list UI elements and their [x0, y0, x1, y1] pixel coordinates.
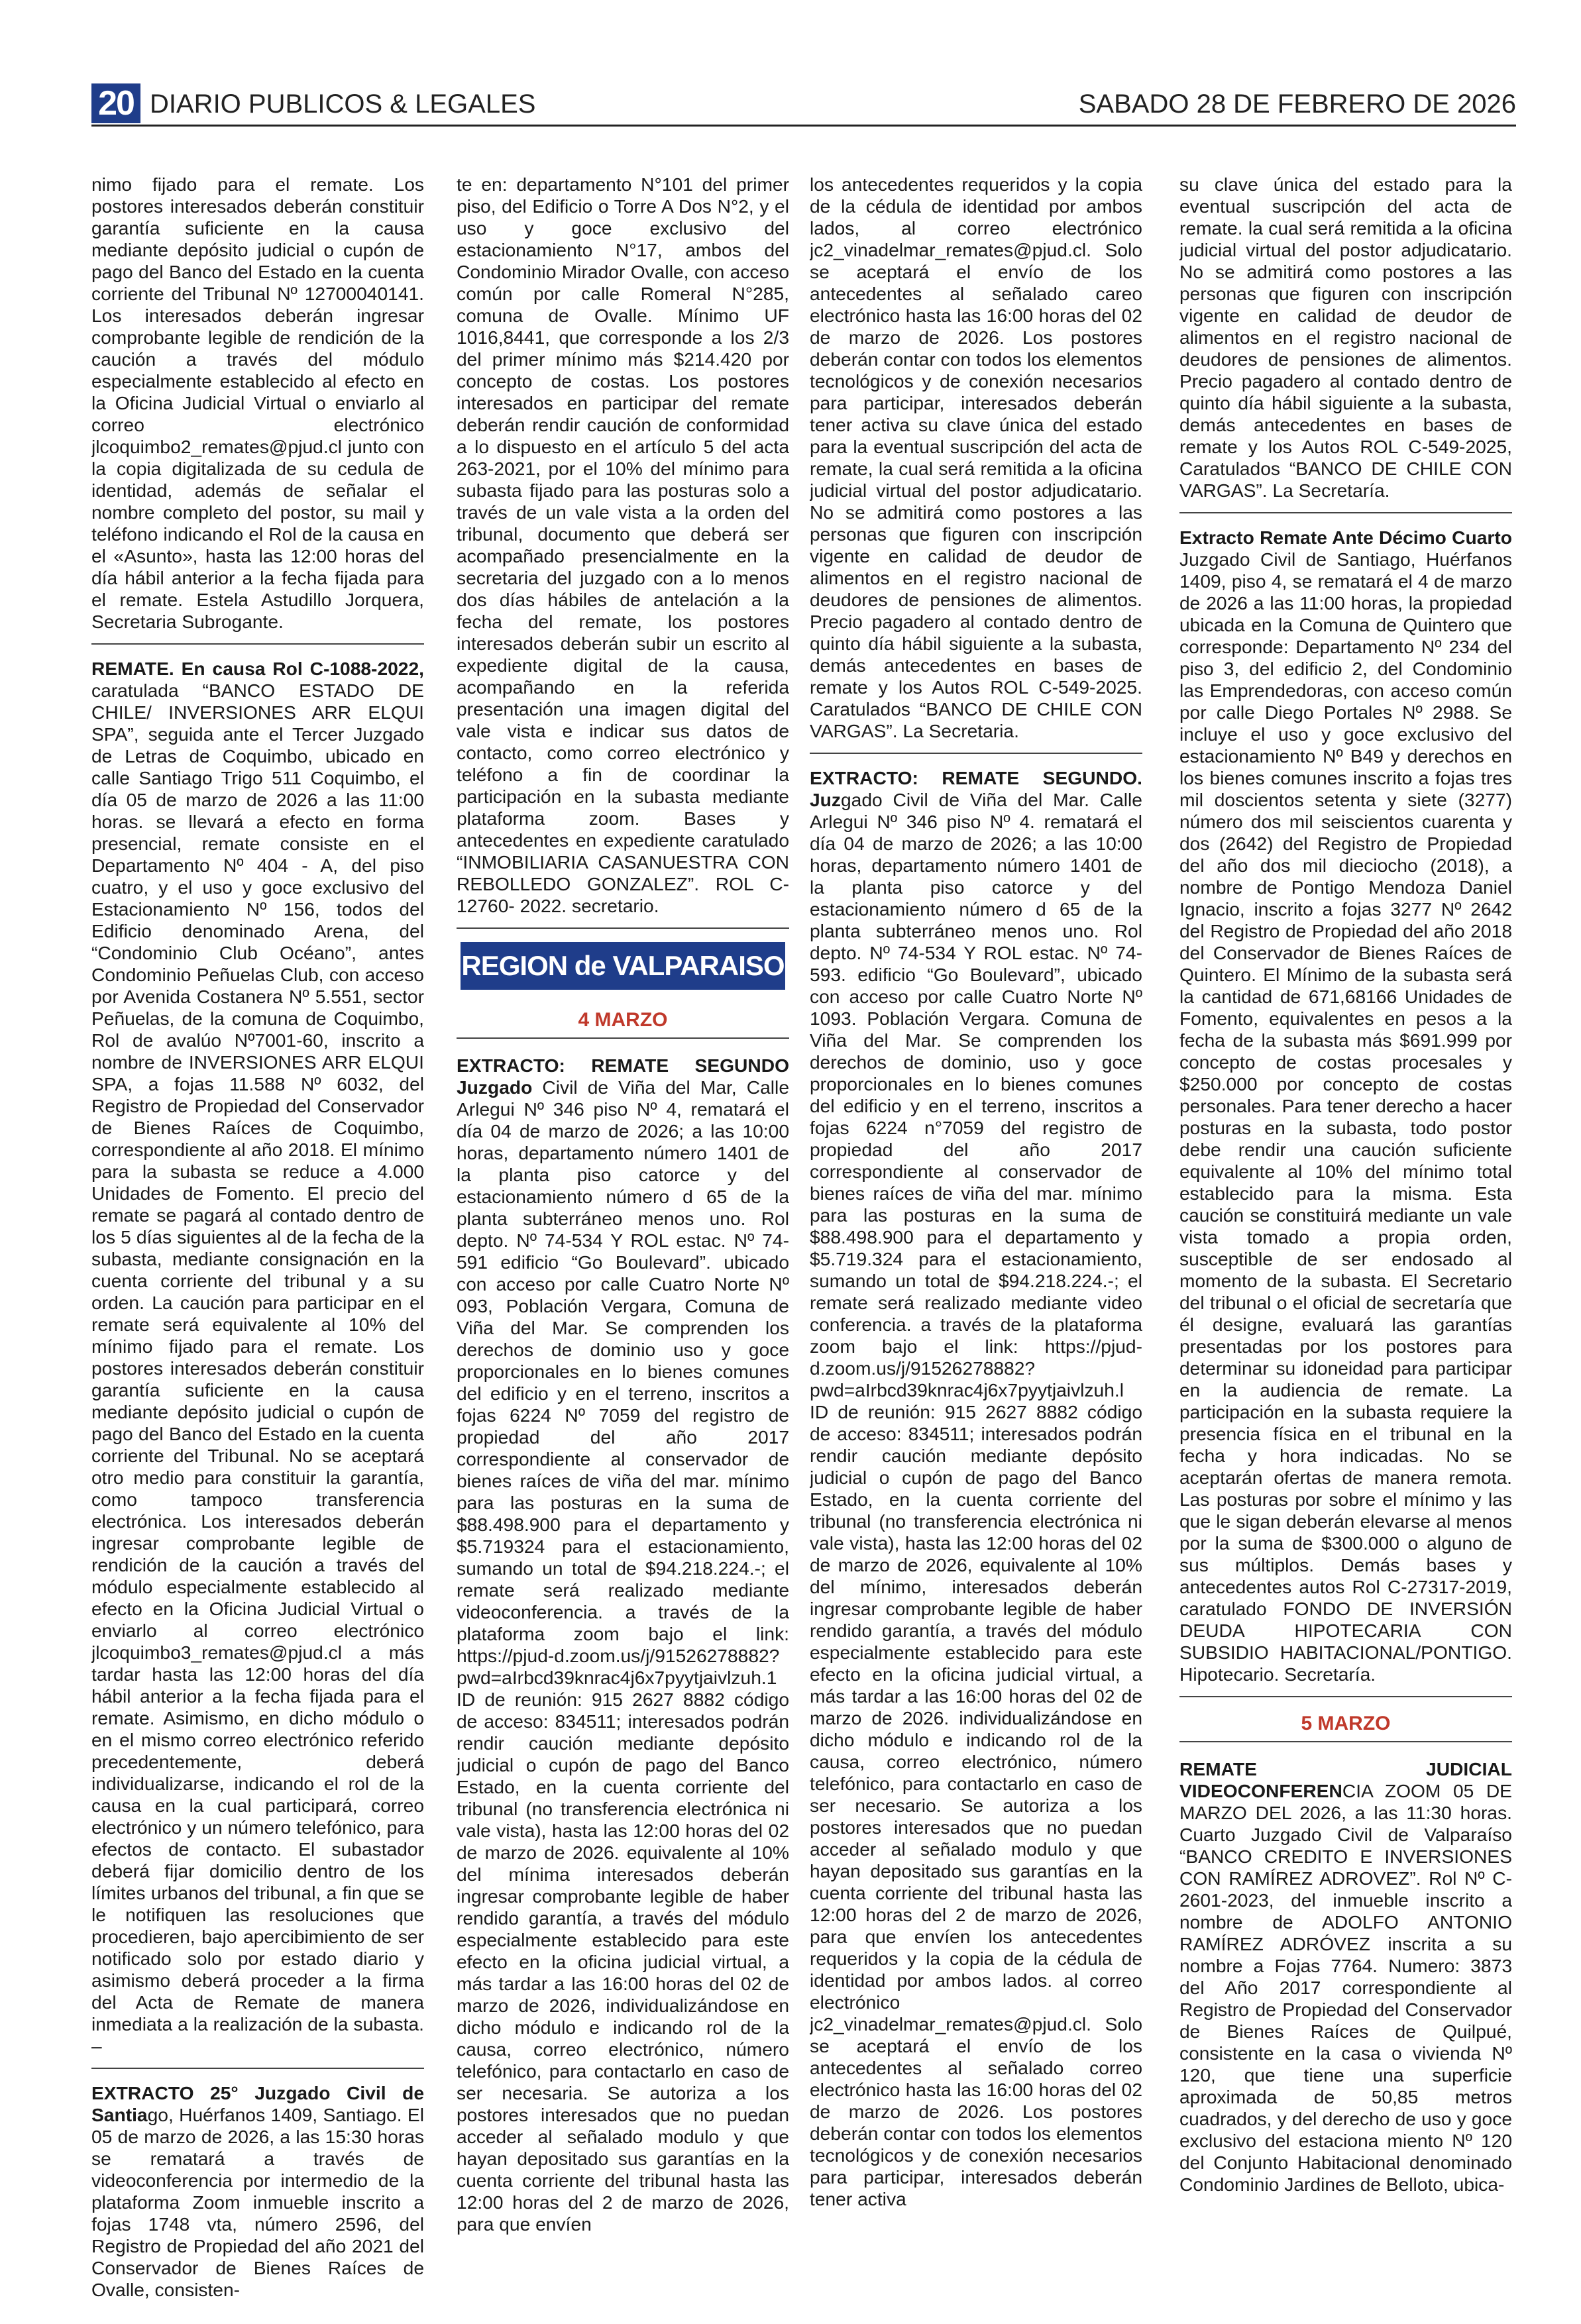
- notice-lead: EXTRACTO 25° Juzgado Civil de Santia: [91, 2082, 424, 2125]
- notice-continued-vina: [810, 174, 1142, 754]
- notice-text: nimo fijado para el remate. Los postores interesados deberán constituir garantía suficiente en la causa mediante depósito judicial o cupón de pago del Banco del Estado en la cuenta corriente del Tribunal Nº 12700040141. Los interesados deberán ingresar comprobante legible de rendición de la caución a través del módulo especialmente establecido al efecto en la Oficina Judicial Virtual o enviarlo al correo electrónico jlcoquimbo2_remates@pjud.cl junto con la copia digitalizada de su cedula de identidad, además de señalar el nombre completo del postor, su mail y teléfono indicando el Rol de la causa en el «Asunto», hasta las 12:00 horas del día hábil anterior a la fecha fijada para el remate. Estela Astudillo Jorquera, Secretaria Subrogante.: [91, 174, 424, 632]
- column-3: [810, 174, 1142, 2300]
- notice-lead: EXTRACTO: REMATE SEGUNDO Juzgado: [457, 1055, 789, 1098]
- notice-text: CIA ZOOM 05 DE MARZO DEL 2026, a las 11:30 horas. Cuarto Juzgado Civil de Valparaíso “BANCO CREDITO E INVERSIONES CON RAMÍREZ ADROVEZ”. Rol Nº C-2601-2023, del inmueble inscrito a nombre de ADOLFO ANTONIO RAMÍREZ ADRÓVEZ inscrita a su nombre a Fojas 7764. Numero: 3873 del Año 2017 correspondiente al Registro de Propiedad del Conservador de Bienes Raíces de Quilpué, consistente en la casa o vivienda Nº 120, que tiene una superficie aproximada de 50,85 metros cuadrados, y del derecho de uso y goce exclusivo del estaciona miento Nº 120 del Conjunto Habitacional denominado Condominio Jardines de Belloto, ubica-: [1179, 1780, 1512, 2195]
- notice-text: los antecedentes requeridos y la copia de la cédula de identidad por ambos lados, al correo electrónico jc2_vinadelmar_remates@pjud.cl. Solo se aceptará el envío de los antecedentes al señalado careo electrónico hasta las 16:00 horas del 02 de marzo de 2026. Los postores deberán contar con todos los elementos tecnológicos y de conexión necesarios para participar, interesados deberán tener activa su clave única del estado para la eventual suscripción del acta de remate, la cual será remitida a la oficina judicial virtual del postor adjudicatario. No se admitirá como postores a las personas que figuren con inscripción vigente en calidad de deudor de alimentos en el registro nacional de deudores de pensiones de alimentos. Precio pagadero al contado dentro de quinto día hábil siguiente a la subasta, demás antecedentes en bases de remate y los Autos ROL C-549-2025. Caratulados “BANCO DE CHILE CON VARGAS”. La Secretaria.: [810, 174, 1142, 741]
- notice-text: Juzgado Civil de Santiago, Huérfanos 1409, piso 4, se rematará el 4 de marzo de 2026 a las 11:00 horas, la propiedad ubicada en la Comuna de Quintero que corresponde: Departamento Nº 234 del piso 3, del edificio 2, del Condominio las Emprendedoras, con acceso común por calle Diego Portales Nº 2988. Se incluye el uso y goce exclusivo del estacionamiento Nº B49 y derechos en los bienes comunes inscrito a fojas tres mil doscientos setenta y siete (3277) número dos mil seiscientos cuarenta y dos (2642) del Registro de Propiedad del año dos mil dieciocho (2018), a nombre de Pontigo Mendoza Daniel Ignacio, inscrito a fojas 3277 Nº 2642 del Registro de Propiedad del año 2018 del Conservador de Bienes Raíces de Quintero. El Mínimo de la subasta será la cantidad de 671,68166 Unidades de Fomento, equivalentes en pesos a la fecha de la subasta más $691.999 por concepto de costas procesales y $250.000 por concepto de costas personales. Para tener derecho a hacer posturas en la subasta, todo postor debe rendir una caución suficiente equivalente al 10% del mínimo total establecido para la misma. Esta caución se constituirá mediante un vale vista tomado a propia orden, susceptible de ser endosado al momento de la subasta. El Secretario del tribunal o el oficial de secretaría que él designe, evaluará las garantías presentadas por los postores para determinar su idoneidad para participar en la audiencia de remate. La participación en la subasta requiere la presencia física en el tribunal en la fecha y hora indicadas. No se aceptarán ofertas de manera remota. Las posturas por sobre el mínimo y las que le sigan deberán elevarse al menos por la suma de $300.000 o alguno de sus múltiplos. Demás bases y antecedentes autos Rol C-27317-2019, caratulado FONDO DE INVERSIÓN DEUDA HIPOTECARIA CON SUBSIDIO HABITACIONAL/PONTIGO. Hipotecario. Secretaría.: [1179, 549, 1512, 1685]
- issue-date: SABADO 28 DE FEBRERO DE 2026: [1078, 89, 1516, 119]
- notice-remate-c-1088-2022: [91, 658, 424, 2069]
- notice-remate-videoconferencia: [1179, 1758, 1512, 2206]
- newspaper-name: DIARIO PUBLICOS & LEGALES: [150, 89, 536, 119]
- notice-remate-segundo-vina: [457, 1055, 789, 2246]
- notice-continued-vargas: [1179, 174, 1512, 513]
- notice-text: gado Civil de Viña del Mar. Calle Arlegui Nº 346 piso Nº 4. rematará el día 04 de marzo de 2026; a las 10:00 horas, departamento número 1401 de la planta piso catorce y del estacionamiento número d 65 de la planta subterráneo menos uno. Rol depto. Nº 74-534 Y ROL estac. Nº 74-593. edificio “Go Boulevard”, ubicado con acceso por calle Cuatro Norte Nº 1093. Población Vergara. Comuna de Viña del Mar. Se comprenden los derechos de dominio, uso y goce proporcionales en lo bienes comunes del edificio y en el terreno, inscritos a fojas 6224 n°7059 del registro de propiedad del año 2017 correspondiente al conservador de bienes raíces de viña del mar. mínimo para las posturas en la suma de $88.498.900 para el departamento y $5.719.324 para el estacionamiento, sumando un total de $94.218.224.-; el remate será realizado mediante video conferencia. a través de la plataforma zoom bajo el link: https://pjud-d.zoom.us/j/91526278882?pwd=aIrbcd39knrac4j6x7pyytjaivlzuh.l ID de reunión: 915 2627 8882 código de acceso: 834511; interesados podrán rendir caución mediante depósito judicial o cupón de pago del Banco Estado, en la cuenta corriente del tribunal (no transferencia electrónica ni vale vista), hasta las 12:00 horas del 02 de marzo de 2026, equivalente al 10% del mínimo, interesados deberán ingresar comprobante legible de haber rendido garantía, a través del módulo especialmente establecido para este efecto en la oficina judicial virtual, a más tardar a las 16:00 horas del 02 de marzo de 2026. individualizándose en dicho módulo e indicando rol de la causa, correo electrónico, número telefónico, para contactarlo en caso de ser necesario. Se autoriza a los postores interesados que no puedan acceder al señalado modulo y que hayan depositado sus garantías en la cuenta corriente del tribunal hasta las 12:00 horas del 2 de marzo de 2026, para que envíen los antecedentes requeridos y la copia de la cédula de identidad por ambos lados. al correo electrónico jc2_vinadelmar_remates@pjud.cl. Solo se aceptará el envío de los antecedentes al señalado correo electrónico hasta las 16:00 horas del 02 de marzo de 2026. Los postores deberán contar con todos los elementos tecnológicos y de conexión necesarios para participar, interesados deberán tener activa: [810, 789, 1142, 2209]
- notice-continued-ovalle: [457, 174, 789, 929]
- date-heading-5-marzo: 5 MARZO: [1179, 1711, 1512, 1742]
- notice-continued-coquimbo: [91, 174, 424, 645]
- notice-lead: REMATE JUDICIAL VIDEOCONFEREN: [1179, 1758, 1512, 1801]
- notice-25-juzgado-civil: [91, 2082, 424, 2300]
- notice-text: caratulada “BANCO ESTADO DE CHILE/ INVERSIONES ARR ELQUI SPA”, seguida ante el Tercer Juzgado de Letras de Coquimbo, ubicado en calle Santiago Trigo 511 Coquimbo, el día 05 de marzo de 2026 a las 11:00 horas. se llevará a efecto en forma presencial, remate consiste en el Departamento Nº 404 - A, del piso cuatro, y el uso y goce exclusivo del Estacionamiento Nº 156, todos del Edificio denominado Arena, del “Condominio Club Océano”, antes Condominio Peñuelas Club, con acceso por Avenida Costanera Nº 5.551, sector Peñuelas, de la comuna de Coquimbo, Rol de avalúo Nº7001-60, inscrito a nombre de INVERSIONES ARR ELQUI SPA, a fojas 11.588 Nº 6032, del Registro de Propiedad del Conservador de Bienes Raíces de Coquimbo, correspondiente al año 2018. El mínimo para la subasta se reduce a 4.000 Unidades de Fomento. El precio del remate se pagará al contado dentro de los 5 días siguientes al de la fecha de la subasta, mediante consignación en la cuenta corriente del tribunal y a su orden. La caución para participar en el remate será equivalente al 10% del mínimo fijado para el remate. Los postores interesados deberán constituir garantía suficiente en la causa mediante depósito judicial o cupón de pago del Banco del Estado en la cuenta corriente del Tribunal. No se aceptará otro medio para constituir la garantía, como tampoco transferencia electrónica. Los interesados deberán ingresar comprobante legible de rendición de la caución a través del módulo especialmente establecido al efecto en la Oficina Judicial Virtual o enviarlo al correo electrónico jlcoquimbo3_remates@pjud.cl a más tardar hasta las 12:00 horas del día hábil anterior a la fecha fijada para el remate. Asimismo, en dicho módulo o en el mismo correo electrónico referido precedentemente, deberá individualizarse, indicando el rol de la causa en la cual participará, correo electrónico y un número telefónico, para efectos de contacto. El subastador deberá fijar domicilio dentro de los límites urbanos del tribunal, a fin que se le notifiquen las resoluciones que procedieren, bajo apercibimiento de ser notificado solo por estado diario y asimismo deberá proceder a la firma del Acta de Remate de manera inmediata a la realización de la subasta. –: [91, 680, 424, 2056]
- column-4: [1179, 174, 1512, 2300]
- notice-text: su clave única del estado para la eventual suscripción del acta de remate. la cual será remitida a la oficina judicial virtual del postor adjudicatario. No se admitirá como postores a las personas que figuren con inscripción vigente en calidad de deudor de alimentos en el registro nacional de deudores de pensiones de alimentos. Precio pagadero al contado dentro de quinto día hábil siguiente a la subasta, demás antecedentes en bases de remate y los Autos ROL C-549-2025, Caratulados “BANCO DE CHILE CON VARGAS”. La Secretaría.: [1179, 174, 1512, 501]
- notice-text: Civil de Viña del Mar, Calle Arlegui Nº 346 piso Nº 4, rematará el día 04 de marzo de 2026; a las 10:00 horas, departamento número 1401 de la planta piso catorce y del estacionamiento número d 65 de la planta subterráneo menos uno. Rol depto. Nº 74-534 Y ROL estac. Nº 74-591 edificio “Go Boulevard”. ubicado con acceso por calle Cuatro Norte Nº 093, Población Vergara, Comuna de Viña del Mar. Se comprenden los derechos de dominio uso y goce proporcionales en lo bienes comunes del edificio y en el terreno, inscritos a fojas 6224 Nº 7059 del registro de propiedad del año 2017 correspondiente al conservador de bienes raíces de viña del mar. mínimo para las posturas en la suma de $88.498.900 para el departamento y $5.719324 para el estacionamiento, sumando un total de $94.218.224.-; el remate será realizado mediante videoconferencia. a través de la plataforma zoom bajo el link: https://pjud-d.zoom.us/j/91526278882?pwd=aIrbcd39knrac4j6x7pyytjaivlzuh.1 ID de reunión: 915 2627 8882 código de acceso: 834511; interesados podrán rendir caución mediante depósito judicial o cupón de pago del Banco Estado, en la cuenta corriente del tribunal (no transferencia electrónica ni vale vista), hasta las 12:00 horas del 02 de marzo de 2026. equivalente al 10% del mínima interesados deberán ingresar comprobante legible de haber rendido garantía, a través del módulo especialmente establecido para este efecto en la oficina judicial virtual, a más tardar a las 16:00 horas del 02 de marzo de 2026, individualizándose en dicho módulo e indicando rol de la causa, correo electrónico, número telefónico, para contactarlo en caso de ser necesaria. Se autoriza a los postores interesados que no puedan acceder al señalado modulo y que hayan depositado sus garantías en la cuenta corriente del tribunal hasta las 12:00 horas del 2 de marzo de 2026, para que envíen: [457, 1077, 789, 2235]
- notice-lead: REMATE. En causa Rol C-1088-2022,: [91, 658, 424, 679]
- notice-remate-segundo-vina-2: [810, 767, 1142, 2221]
- page-header: [91, 83, 1516, 127]
- notice-decimo-cuarto-juzgado: [1179, 527, 1512, 1697]
- notice-text: te en: departamento N°101 del primer piso, del Edificio o Torre A Dos N°2, y el uso y goce exclusivo del estacionamiento N°17, ambos del Condominio Mirador Ovalle, con acceso común por calle Romeral N°285, comuna de Ovalle. Mínimo UF 1016,8441, que corresponde a los 2/3 del primer mínimo más $214.420 por concepto de costas. Los postores interesados en participar del remate deberán rendir caución de conformidad a lo dispuesto en el artículo 5 del acta 263-2021, por el 10% del mínimo para subasta fijado para las posturas solo a través de un vale vista a la orden del tribunal, documento que deberá ser acompañado presencialmente en la secretaria del juzgado con a lo menos dos días hábiles de antelación a la fecha del remate, los postores interesados deberán subir un escrito al expediente digital de la causa, acompañando en la referida presentación una imagen digital del vale vista e indicar sus datos de contacto, como correo electrónico y teléfono a fin de coordinar la participación en la subasta mediante plataforma zoom. Bases y antecedentes en expediente caratulado “INMOBILIARIA CASANUESTRA CON REBOLLEDO GONZALEZ”. ROL C-12760- 2022. secretario.: [457, 174, 789, 916]
- column-1: [91, 174, 424, 2300]
- region-banner-valparaiso: REGION de VALPARAISO: [461, 942, 785, 990]
- notice-lead: EXTRACTO: REMATE SEGUNDO. Juz: [810, 767, 1142, 810]
- notice-lead: Extracto Remate Ante Décimo Cuarto: [1179, 527, 1512, 548]
- notice-text: go, Huérfanos 1409, Santiago. El 05 de marzo de 2026, a las 15:30 horas se rematará a través de videoconferencia por intermedio de la plataforma Zoom inmueble inscrito a fojas 1748 vta, número 2596, del Registro de Propiedad del año 2021 del Conservador de Bienes Raíces de Ovalle, consisten-: [91, 2104, 424, 2300]
- page-number: 20: [91, 83, 140, 123]
- column-2: [457, 174, 789, 2300]
- date-heading-4-marzo: 4 MARZO: [457, 1007, 789, 1039]
